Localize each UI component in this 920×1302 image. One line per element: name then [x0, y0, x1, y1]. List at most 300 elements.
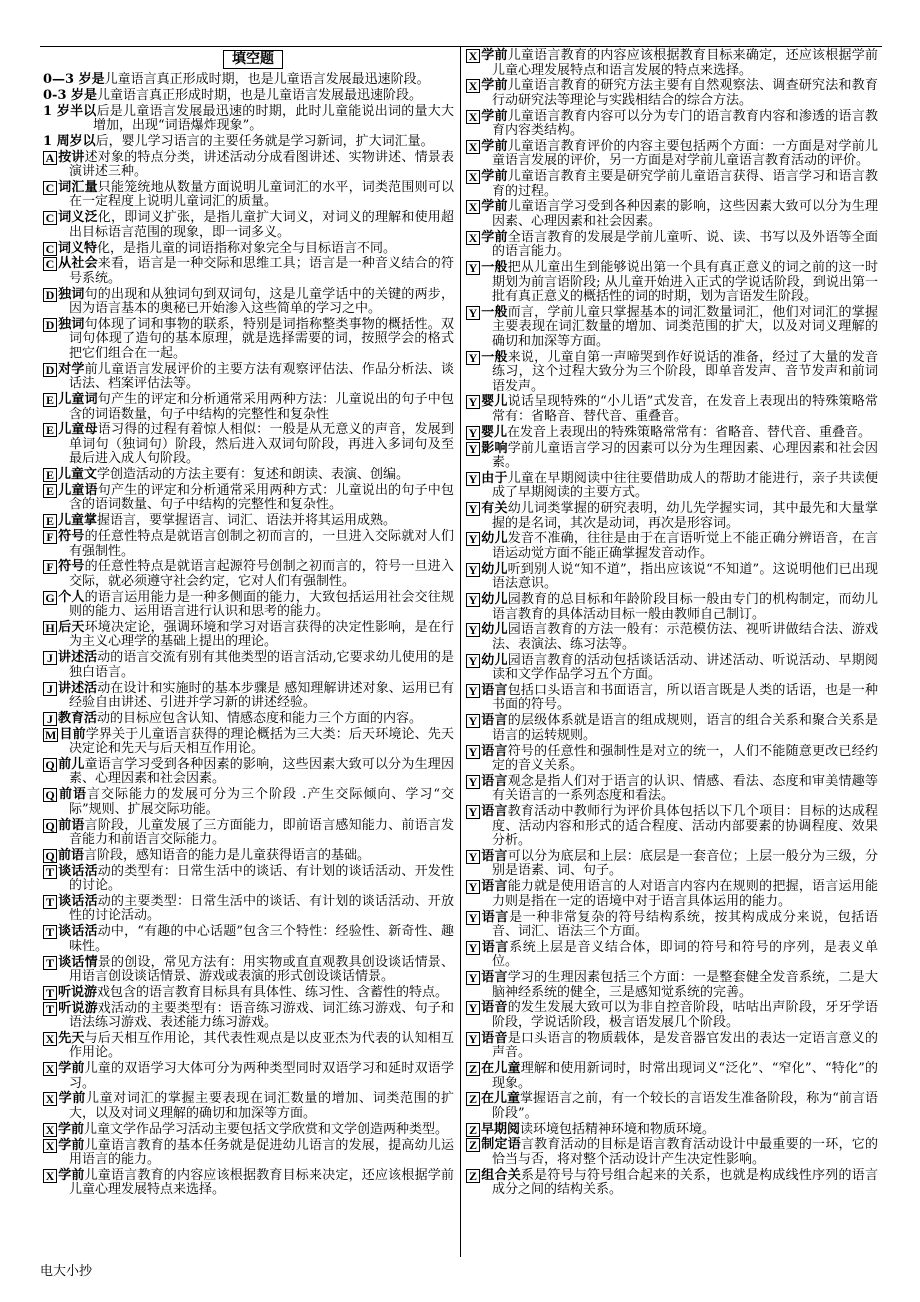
entry-lead: 学前	[481, 48, 508, 63]
entry	[43, 1062, 454, 1091]
index-letter-badge: Y	[466, 502, 480, 516]
index-letter-badge: Y	[466, 745, 480, 759]
title-row	[43, 50, 454, 69]
entry-text: 是一种非常复杂的符号结构系统，按其构成成分来说，包括语音、词汇、语法三个方面。	[492, 909, 878, 940]
index-letter-badge: E	[43, 514, 57, 528]
index-letter-badge: E	[43, 484, 57, 498]
entry-lead: 语音	[481, 1030, 508, 1046]
entry-lead: 幼儿	[481, 622, 508, 638]
entry-lead: 讲述活	[58, 650, 98, 666]
entry-text: 动的语言交流有别有其他类型的语言活动,它要求幼儿使用的是独白语言。	[69, 650, 454, 680]
entry-text: 动的目标应包含认知、情感态度和能力三个方面的内容。	[97, 710, 423, 726]
entry	[43, 591, 454, 620]
entry-lead: 制定语	[481, 1137, 521, 1153]
index-letter-badge: G	[43, 591, 57, 605]
index-letter-badge: X	[43, 1123, 57, 1137]
entry	[466, 1092, 878, 1121]
entry	[43, 788, 454, 817]
index-letter-badge: T	[43, 956, 57, 970]
index-letter-badge: X	[466, 110, 480, 124]
entry-lead: 前儿	[58, 756, 85, 772]
entry-text: 儿童语言教育的内容应该根据教育目标来确定，还应该根据学前儿童心理发展特点和语言发展的特点来选择。	[492, 48, 878, 78]
entry-text: 可以分为底层和上层：底层是一套音位；上层一般分为三级，分别是语素、词、句子。	[492, 848, 878, 879]
entry	[466, 200, 878, 229]
index-letter-badge: M	[45, 727, 57, 742]
entry-text: 发音不准确，往往是由于在言语听觉上不能正确分辨语音，在言语运动觉方面不能正确掌握发音动作。	[492, 531, 878, 561]
entry	[43, 651, 454, 680]
entry	[43, 1032, 454, 1061]
entry-lead: 从社会	[58, 256, 98, 272]
index-letter-badge: X	[466, 231, 480, 245]
entry-text: 在发音上表现出的特殊策略常常有：省略音、替代音、重叠音。	[507, 424, 872, 440]
entry	[466, 714, 878, 743]
entry-text: 听到别人说“知不道”，指出应该说“不知道”。这说明他们已出现语法意识。	[492, 561, 878, 592]
entry-lead: 学前	[58, 1167, 85, 1183]
index-letter-badge: E	[43, 468, 57, 482]
index-letter-badge: Y	[466, 563, 480, 577]
entry	[43, 819, 454, 848]
entry-text: 述对象的特点分类，讲述活动分成看图讲述、实物讲述、情景表演讲述三种。	[69, 149, 454, 180]
entry-text: 的任意性特点是就语言创制之初而言的，一旦进入交际就对人们有强制性。	[69, 529, 454, 559]
index-letter-badge: Q	[43, 849, 57, 863]
entry-lead: 个人	[58, 589, 85, 605]
index-letter-badge: X	[466, 200, 480, 214]
index-letter-badge: T	[43, 895, 57, 909]
entry-lead: 按讲	[58, 149, 85, 165]
index-letter-badge: Y	[466, 306, 480, 320]
entry-lead: 谈话情	[58, 954, 98, 970]
index-letter-badge: Y	[466, 442, 480, 456]
top-rule	[40, 46, 882, 47]
entry	[43, 484, 454, 513]
index-letter-badge: X	[43, 1062, 57, 1076]
entry-text: 园语言教育的活动包括谈话活动、讲述活动、听说活动、早期阅读和文学作品学习五个方面。	[492, 652, 878, 683]
entry-lead: 先天	[58, 1030, 85, 1046]
index-letter-badge: Y	[466, 941, 480, 955]
index-letter-badge: F	[43, 560, 57, 574]
entry	[466, 654, 878, 683]
entry-text: 能力就是使用语言的人对语言内容内在规则的把握，语言运用能力则是指在一定的语境中对于语言具体运用的能力。	[492, 879, 878, 909]
index-letter-badge: C	[43, 257, 57, 271]
entry	[43, 73, 454, 88]
entry	[43, 1139, 454, 1168]
entry-text: 戏活动的主要类型有：语音练习游戏、词汇练习游戏、句子和语法练习游戏、表述能力练习游戏。	[69, 1000, 454, 1031]
entry-text: 与后天相互作用论，其代表性观点是以皮亚杰为代表的认知相互作用论。	[69, 1030, 454, 1061]
entry-lead: 语言	[481, 939, 510, 955]
entry-lead: 独词	[58, 286, 85, 302]
entry-lead: 语言	[481, 773, 508, 789]
entry	[43, 257, 454, 286]
entry-lead: 词义特	[58, 240, 98, 256]
index-letter-badge: Q	[43, 819, 57, 833]
entry	[466, 79, 878, 108]
entry-lead: 语言	[481, 970, 508, 986]
index-letter-badge: D	[43, 363, 57, 377]
entry	[43, 1092, 454, 1121]
entry-lead: 目前	[59, 726, 86, 742]
entry-text: 来说，儿童自第一声啼哭到作好说话的准备，经过了大量的发音练习，这个过程大致分为三个阶段，即单音发声、音节发声和前词语发声。	[492, 349, 878, 394]
entry-text: 动在设计和实施时的基本步骤是 感知理解讲述对象、运用已有经验自由讲述、引进并学习新的讲述经验。	[69, 680, 454, 711]
index-letter-badge: Z	[466, 1169, 480, 1183]
entry-text: 句的出现和从独词句到双词句，这是儿童学话中的关键的两步，因为语言基本的奥秘已开始渗入这些简单的学习之中。	[69, 286, 454, 317]
entry	[43, 1123, 454, 1138]
entry-text: 握语言，要掌握语言、词汇、语法并将其运用成熟。	[97, 513, 397, 529]
entry	[466, 261, 878, 305]
entry-lead: 讲述活	[58, 680, 98, 696]
entry-lead: 前语	[58, 787, 88, 803]
entry-text: 全语言教育的发展是学前儿童听、说、读、书写以及外语等全面的语言能力。	[492, 229, 878, 260]
index-letter-badge: Y	[466, 1001, 480, 1015]
index-letter-badge: Y	[466, 426, 480, 440]
entry-text: 说话呈现特殊的“小儿语”式发音，在发音上表现出的特殊策略常常有：省略音、替代音、重叠音。	[492, 394, 878, 424]
entry-lead: 1 周岁以	[43, 133, 96, 149]
index-letter-badge: D	[43, 318, 57, 332]
index-letter-badge: Z	[466, 1092, 480, 1106]
index-letter-badge: Y	[466, 261, 480, 275]
index-letter-badge: D	[43, 288, 57, 302]
index-letter-badge: C	[43, 211, 57, 225]
entry	[43, 242, 454, 257]
entry-lead: 婴儿	[481, 424, 508, 440]
index-letter-badge: C	[43, 242, 57, 256]
index-letter-badge: A	[43, 151, 57, 165]
entry	[466, 502, 878, 531]
entry	[43, 682, 454, 711]
index-letter-badge: X	[466, 49, 480, 63]
entry	[466, 532, 878, 561]
entry	[43, 135, 454, 150]
entry	[466, 442, 878, 471]
entry-lead: 语言	[481, 909, 510, 925]
entry	[466, 395, 878, 424]
entry-text: 儿童语言教育的内容应该根据教育目标来决定，还应该根据学前儿童心理发展特点来选择。	[69, 1167, 454, 1198]
index-letter-badge: Y	[466, 351, 480, 365]
entry-lead: 学前	[481, 229, 508, 245]
entry-text: 言阶段，儿童发展了三方面能力，即前语言感知能力、前语言发音能力和前语言交际能力。	[69, 817, 454, 848]
entry	[466, 49, 878, 78]
entry-text: 儿童的双语学习大体可分为两种类型同时双语学习和延时双语学习。	[69, 1061, 454, 1091]
entry	[466, 170, 878, 199]
entry	[466, 805, 878, 849]
entry	[43, 849, 454, 864]
entry-text: 儿童语言教育的研究方法主要有自然观察法、调查研究法和教育行动研究法等理论与实践相结合的综合方法。	[492, 78, 878, 108]
entry-lead: 一般	[481, 304, 508, 320]
entry-lead: 前语	[58, 847, 85, 863]
entry-text: 前儿童语言发展评价的主要方法有观察评估法、作品分析法、谈话法、档案评估法等。	[69, 361, 454, 392]
index-letter-badge: Y	[466, 805, 480, 819]
entry-lead: 前语	[58, 817, 85, 833]
entry	[466, 593, 878, 622]
entry-text: 符号的任意性和强制性是对立的统一，人们不能随意更改已经约定的音义关系。	[492, 743, 878, 774]
entry-lead: 有关	[481, 501, 508, 517]
entry	[43, 956, 454, 985]
entry	[466, 775, 878, 804]
entry	[466, 623, 878, 652]
index-letter-badge: Y	[466, 714, 480, 728]
index-letter-badge: Z	[466, 1062, 480, 1076]
entry	[466, 1001, 878, 1030]
entry	[466, 306, 878, 350]
entry	[466, 563, 878, 592]
entry	[466, 911, 878, 940]
entry	[43, 514, 454, 529]
entry	[43, 712, 454, 727]
entry-text: 儿童文学作品学习活动主要包括文学欣赏和文学创造两种类型。	[84, 1121, 449, 1137]
entry-lead: 儿童词	[58, 392, 98, 408]
entry-text: 读环境包括精神环境和物质环境。	[520, 1121, 716, 1137]
entry-text: 动的类型有：日常生活中的谈话、有计划的谈话活动、开发性的讨论。	[69, 863, 454, 894]
entry-text: 言交际能力的发展可分为三个阶段 .产生交际倾向、学习“交际”规则、扩展交际功能。	[69, 787, 454, 817]
entry-text: 儿童语言真正形成时期，也是儿童语言发展最迅速阶段。	[104, 72, 430, 87]
index-letter-badge: Y	[466, 880, 480, 894]
entry-text: 句产生的评定和分析通常采用两种方法：儿童说出的句子中包含的词语数量，句子中结构的完整性和复杂性	[69, 392, 454, 422]
index-letter-badge: Y	[466, 850, 480, 864]
entry-lead: 儿童语	[58, 482, 98, 498]
entry	[466, 1032, 878, 1061]
entry-text: 儿童对词汇的掌握主要表现在词汇数量的增加、词类范围的扩大，以及对词义理解的确切和加深等方面。	[69, 1091, 454, 1121]
index-letter-badge: J	[43, 682, 57, 696]
entry	[43, 89, 454, 104]
entry-lead: 学前	[58, 1091, 86, 1107]
entry	[43, 758, 454, 787]
entry-lead: 组合关	[481, 1167, 521, 1183]
entry	[43, 468, 454, 483]
entry-text: 是口头语言的物质载体，是发音器官发出的表达一定语言意义的声音。	[492, 1030, 878, 1061]
entry	[43, 211, 454, 240]
index-letter-badge: Y	[466, 472, 480, 486]
entry	[43, 423, 454, 467]
entry-text: 儿童语言真正形成时期，也是儿童语言发展最迅速阶段。	[97, 87, 423, 103]
entry-lead: 教育活	[58, 710, 98, 726]
entry	[466, 971, 878, 1000]
entry-text: 幼儿词类掌握的研究表明，幼儿先学握实词，其中最先和大量掌握的是名词，其次是动词，再次是形容词。	[492, 501, 878, 531]
entry-lead: 学前	[481, 199, 508, 215]
entry-lead: 学前	[481, 78, 508, 94]
entry-text: 包括口头语言和书面语言，所以语言既是人类的话语，也是一种书面的符号。	[492, 682, 878, 713]
entry	[466, 1138, 878, 1167]
entry	[43, 151, 454, 180]
entry-text: 儿童语言教育主要是研究学前儿童语言获得、语言学习和语言教育的过程。	[492, 169, 878, 199]
entry	[466, 231, 878, 260]
entry-text: 来看，语言是一种交际和思维工具；语言是一种音义结合的符号系统。	[69, 256, 454, 286]
entry-lead: 语言	[481, 804, 508, 820]
entry-text: 动的主要类型：日常生活中的谈话、有计划的谈话活动、开放性的讨论活动。	[69, 893, 454, 924]
entry-lead: 幼儿	[481, 652, 508, 668]
entry-lead: 语音	[481, 1000, 508, 1016]
entry-lead: 一般	[481, 349, 508, 365]
entry-lead: 对学	[58, 361, 85, 377]
entry-lead: 学前	[481, 138, 508, 154]
entry	[43, 181, 454, 210]
index-letter-badge: Y	[466, 911, 480, 925]
entry-lead: 学前	[58, 1061, 85, 1077]
index-letter-badge: T	[43, 986, 57, 1000]
entry	[43, 560, 454, 589]
entry-text: 园语言教育的方法一般有：示范模仿法、视听讲做结合法、游戏法、表演法、练习法等。	[492, 622, 878, 652]
entry-text: 化，是指儿童的词语指称对象完全与目标语言不同。	[97, 240, 397, 256]
entry-text: 言教育活动的目标是语言教育活动设计中最重要的一环，它的恰当与否，将对整个活动设计产生决定性影响。	[492, 1137, 878, 1167]
index-letter-badge: Q	[43, 788, 57, 802]
section-title: 填空题	[223, 50, 283, 69]
entry-text: 儿童语言学习受到各种因素的影响，这些因素大致可以分为生理因素、心理因素和社会因素。	[492, 199, 878, 229]
entry-text: 儿童语言教育的基本任务就是促进幼儿语言的发展，提高幼儿运用语言的能力。	[69, 1137, 454, 1168]
entry-text: 学习的生理因素包括三个方面：一是整套健全发音系统，二是大脑神经系统的健全，三是感知觉系统的完善。	[492, 970, 878, 1000]
index-letter-badge: Q	[43, 758, 57, 772]
entry-text: 园教育的总目标和年龄阶段目标一般由专门的机构制定，而幼儿语言教育的具体活动目标一般由教师自己制订。	[492, 592, 878, 622]
entry	[466, 1062, 878, 1091]
entry	[43, 393, 454, 422]
column-divider	[460, 46, 461, 1257]
entry-lead: 幼儿	[481, 592, 508, 608]
entry	[466, 745, 878, 774]
entry-lead: 谈话活	[58, 863, 98, 879]
entry-text: 系是符号与符号组合起来的关系，也就是构成线性序列的语言成分之间的结构关系。	[492, 1167, 878, 1198]
entry-lead: 语言	[481, 713, 508, 729]
entry-text: 儿童在早期阅读中往往要借助成人的帮助才能进行，亲子共读便成了早期阅读的主要方式。	[492, 470, 878, 501]
footer-label: 电大小抄	[40, 1264, 93, 1279]
right-column	[466, 49, 878, 1199]
entry-lead: 婴儿	[481, 394, 508, 410]
index-letter-badge: J	[43, 712, 57, 726]
entry	[466, 684, 878, 713]
entry-lead: 语言	[481, 848, 508, 864]
entry-lead: 独词	[58, 316, 85, 332]
index-letter-badge: Z	[466, 1123, 480, 1137]
entry-lead: 幼儿	[481, 561, 508, 577]
index-letter-badge: E	[43, 423, 57, 437]
entry-lead: 0-3 岁是	[43, 87, 98, 103]
entry-text: 把从儿童出生到能够说出第一个具有真正意义的词之前的这一时期划为前言语阶段; 从儿童开始进入正式的学说话阶段，到说出第一批有真正意义的概括性的词的时期，划为言语发生阶段。	[492, 260, 878, 305]
entry	[466, 140, 878, 169]
index-letter-badge: X	[466, 140, 480, 154]
index-letter-badge: T	[43, 865, 57, 879]
entry	[43, 865, 454, 894]
entry-text: 只能笼统地从数量方面说明儿童词汇的水平，词类范围则可以在一定程度上说明儿童词汇的质量。	[69, 179, 454, 210]
entry-lead: 1 岁半以	[43, 103, 97, 119]
entry	[43, 621, 454, 650]
entry-lead: 词义泛	[58, 210, 98, 226]
entry-text: 童语言学习受到各种因素的影响，这些因素大致可以分为生理因素、心理因素和社会因素。	[69, 756, 454, 787]
entry-lead: 儿童母	[58, 422, 98, 438]
entry-text: 观念是指人们对于语言的认识、情感、看法、态度和审美情趣等有关语言的一系列态度和看法。	[492, 773, 878, 804]
entry-text: 学前儿童语言学习的因素可以分为生理因素、心理因素和社会因素。	[492, 440, 878, 471]
entry-text: 言阶段，感知语音的能力是儿童获得语言的基础。	[84, 847, 371, 863]
index-letter-badge: Y	[466, 593, 480, 607]
entry	[43, 318, 454, 362]
entry-lead: 影响	[481, 440, 508, 456]
entry-lead: 幼儿	[481, 531, 508, 547]
entry-text: 系统上层是音义结合体，即词的符号和符号的序列，是表义单位。	[492, 939, 878, 970]
index-letter-badge: X	[43, 1092, 57, 1106]
entry-lead: 0—3 岁是	[43, 72, 105, 87]
entry	[43, 1169, 454, 1198]
entry-lead: 听说游	[58, 984, 98, 1000]
entry-text: 句产生的评定和分析通常采用两种方式：儿童说出的句子中包含的语词数量、句子中结构的完整性和复杂性。	[69, 482, 454, 513]
entry	[466, 472, 878, 501]
entry-lead: 符号	[58, 559, 85, 575]
index-letter-badge: Y	[466, 623, 480, 637]
entry	[43, 288, 454, 317]
entry-text: 的发生发展大致可以为非自控音阶段，咕咕出声阶段，牙牙学语阶段，学说话阶段，极言语发展几个阶段。	[492, 1000, 878, 1030]
entry	[466, 110, 878, 139]
entry-lead: 谈话活	[58, 924, 98, 940]
entry-text: 戏包含的语言教育目标具有具体性、练习性、含蓄性的特点。	[97, 984, 449, 1000]
entry-text: 的任意性特点是就语言起源符号创制之初而言的，符号一旦进入交际，就必须遵守社会约定，它对人们有强制性。	[69, 559, 454, 589]
left-column	[43, 50, 454, 1199]
entry-lead: 一般	[481, 260, 508, 276]
entry-lead: 谈话活	[58, 893, 98, 909]
entry-lead: 儿童文	[58, 467, 98, 483]
index-letter-badge: Z	[466, 1138, 480, 1152]
entry-text: 环境决定论，强调环境和学习对语言获得的决定性影响，是在行为主义心理学的基础上提出的理论。	[69, 619, 454, 650]
entry	[43, 728, 454, 757]
entry-lead: 语言	[481, 879, 508, 895]
entry-text: 后是儿童语言发展最迅速的时期，此时儿童能说出词的量大大增加，出现“词语爆炸现象”。	[93, 103, 454, 134]
entry-text: 句体现了词和事物的联系，特别是词指称整类事物的概括性。双词句体现了造句的基本原理，就是选择需要的词，按照学会的格式把它们组合在一起。	[69, 316, 454, 361]
entry-text: 教育活动中教师行为评价具体包括以下几个项目：目标的达成程度、活动内容和形式的适合程度、活动内部要素的协调程度、效果分析。	[492, 804, 878, 849]
entry	[43, 105, 454, 134]
entry-text: 掌握语言之前，有一个较长的言语发生准备阶段，称为“前言语阶段”。	[492, 1091, 878, 1121]
index-letter-badge: Y	[466, 684, 480, 698]
entry-text: 语习得的过程有着惊人相似：一般是从无意义的声音，发展到单词句（独词句）阶段，然后进入双词句阶段，再进入多词句及至最后进入成人句阶段。	[69, 422, 454, 467]
entry-text: 的语言运用能力是一种多侧面的能力，大致包括运用社会交往规则的能力、运用语言进行认识和思考的能力。	[69, 589, 454, 620]
entry	[43, 925, 454, 954]
entry-lead: 由于	[481, 470, 508, 486]
index-letter-badge: X	[466, 79, 480, 93]
entry-lead: 语言	[481, 743, 508, 759]
index-letter-badge: X	[43, 1139, 57, 1153]
entry-lead: 学前	[481, 108, 508, 124]
entry-lead: 符号	[58, 529, 85, 545]
entry	[466, 426, 878, 441]
entry-lead: 在儿童	[481, 1061, 521, 1076]
entry	[43, 363, 454, 392]
index-letter-badge: X	[466, 170, 480, 184]
entry	[43, 895, 454, 924]
entry-text: 动中，“有趣的中心话题”包含三个特性：经验性、新奇性、趣味性。	[69, 924, 454, 954]
index-letter-badge: Y	[466, 654, 480, 668]
entry-text: 的层级体系就是语言的组成规则，语言的组合关系和聚合关系是语言的运转规则。	[492, 713, 878, 743]
entry-text: 化，即词义扩张，是指儿童扩大词义，对词义的理解和使用超出目标语言范围的现象，即一词多义。	[69, 210, 454, 240]
entry	[43, 986, 454, 1001]
entry-lead: 词汇量	[58, 179, 98, 195]
entry-lead: 儿童掌	[58, 513, 98, 529]
entry-text: 儿童语言教育内容可以分为专门的语言教育内容和渗透的语言教育内容类结构。	[492, 108, 878, 139]
entry-lead: 学前	[58, 1121, 85, 1137]
entry	[466, 941, 878, 970]
index-letter-badge: T	[43, 1002, 57, 1016]
entry-text: 而言，学前儿童只掌握基本的词汇数量词汇，他们对词汇的掌握主要表现在词汇数量的增加、词类范围的扩大，以及对词义理解的确切和加深等方面。	[492, 304, 878, 349]
index-letter-badge: Y	[466, 532, 480, 546]
index-letter-badge: Y	[466, 971, 480, 985]
entry-text: 景的创设，常见方法有：用实物或直直观教具创设谈话情景、用语言创设谈话情景、游戏或表演的形式创设谈话情景。	[69, 954, 454, 984]
entry-lead: 早期阅	[481, 1121, 521, 1137]
entry-lead: 学前	[481, 169, 508, 185]
entry-text: 儿童语言教育评价的内容主要包括两个方面：一方面是对学前儿童语言发展的评价，另一方面是对学前儿童语言教育活动的评价。	[492, 138, 878, 169]
index-letter-badge: T	[43, 925, 57, 939]
index-letter-badge: X	[43, 1032, 57, 1046]
entry	[466, 1169, 878, 1198]
entry-lead: 在儿童	[481, 1091, 521, 1107]
entry-text: 学界关于儿童语言获得的理论概括为三大类：后天环境论、先天决定论和先天与后天相互作用论。	[69, 726, 454, 757]
entry-lead: 后天	[58, 619, 85, 635]
entry	[466, 880, 878, 909]
index-letter-badge: Y	[466, 775, 480, 789]
index-letter-badge: H	[43, 621, 57, 635]
index-letter-badge: E	[43, 393, 57, 407]
entry-text: 理解和使用新词时，时常出现词义“泛化”、“窄化”、“特化”的现象。	[492, 1061, 878, 1091]
entry-lead: 听说游	[58, 1000, 98, 1016]
